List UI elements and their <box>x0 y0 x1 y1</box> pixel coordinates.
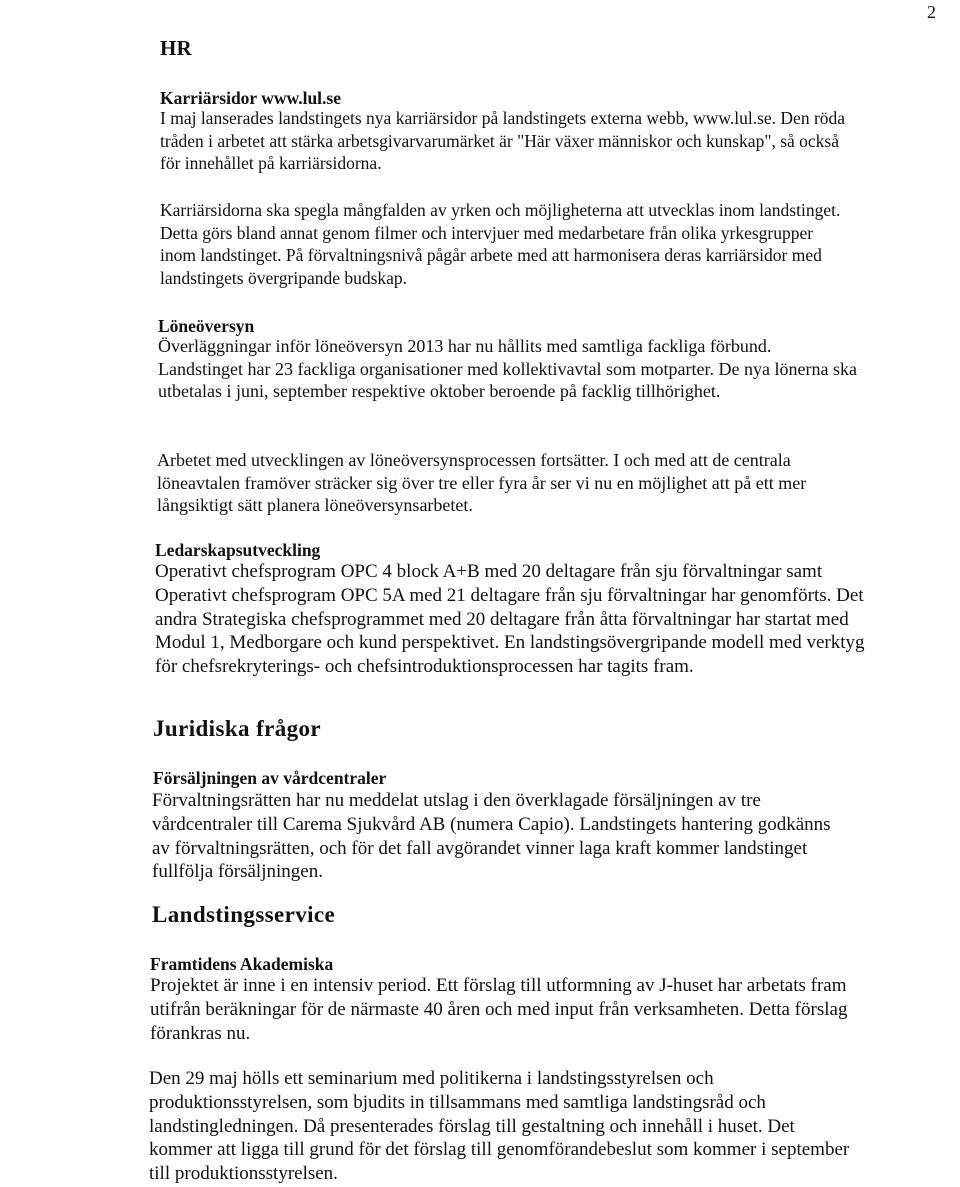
paragraph-akademiska-2: Den 29 maj hölls ett seminarium med politikerna i landstingsstyrelsen och produktionsstyrelsen, som bjudits in tillsammans med samtliga landstingsråd och landstingledningen. Då presenterades förslag till gestaltning och innehåll i huset. Det kommer att ligga till grund för det förslag till genomförandebeslut som kommer i september till produktionsstyrelsen. <box>149 1068 850 1185</box>
subheading-akademiska: Framtidens Akademiska <box>150 954 334 974</box>
paragraph-lone-2: Arbetet med utvecklingen av löneöversynsprocessen fortsätter. I och med att de centrala löneavtalen framöver sträcker sig över tre eller fyra år ser vi nu en möjlighet att på ett mer långsiktigt sätt planera löneöversynsarbetet. <box>157 450 807 515</box>
paragraph-akademiska-1: Projektet är inne i en intensiv period. Ett förslag till utformning av J-huset har arbetats fram utifrån beräkningar för de närmaste 40 åren och med input från verksamheten. Detta förslag förankras nu. <box>150 975 848 1044</box>
section-heading-landstingsservice: Landstingsservice <box>152 902 336 927</box>
subheading-karriarsidor: Karriärsidor www.lul.se <box>160 88 341 108</box>
page-number: 2 <box>927 2 936 22</box>
section-heading-juridiska: Juridiska frågor <box>153 716 322 741</box>
paragraph-forsaljning-1: Förvaltningsrätten har nu meddelat utslag i den överklagade försäljningen av tre vårdcentraler till Carema Sjukvård AB (numera Capio). Landstingets hantering godkänns av förvaltningsrätten, och för det fall avgörandet vinner laga kraft kommer landstinget fullfölja försäljningen. <box>152 790 831 883</box>
paragraph-karriar-2: Karriärsidorna ska spegla mångfalden av yrken och möjligheterna att utvecklas inom landstinget. Detta görs bland annat genom filmer och intervjuer med medarbetare från olika yrkesgrupper inom landstinget. På förvaltningsnivå pågår arbete med att harmonisera deras karriärsidor med landstingets övergripande budskap. <box>160 200 841 288</box>
section-heading-hr: HR <box>160 36 192 60</box>
subheading-forsaljning: Försäljningen av vårdcentraler <box>153 768 387 788</box>
subheading-loneoversyn: Löneöversyn <box>158 316 255 336</box>
paragraph-karriar-1: I maj lanserades landstingets nya karriärsidor på landstingets externa webb, www.lul.se. Den röda tråden i arbetet att stärka arbetsgivarvarumärket är "Här växer människor och kunskap", så också för innehållet på karriärsidorna. <box>160 108 846 173</box>
paragraph-lone-1: Överläggningar inför löneöversyn 2013 har nu hållits med samtliga fackliga förbund. Landstinget har 23 fackliga organisationer med kollektivavtal som motparter. De nya lönerna ska utbetalas i juni, september respektive oktober beroende på facklig tillhörighet. <box>158 336 857 401</box>
subheading-ledarskap: Ledarskapsutveckling <box>155 540 321 560</box>
paragraph-ledarskap-1: Operativt chefsprogram OPC 4 block A+B med 20 deltagare från sju förvaltningar samt Operativt chefsprogram OPC 5A med 21 deltagare från sju förvaltningar har genomförts. Det andra Strategiska chefsprogrammet med 20 deltagare från åtta förvaltningar har startat med Modul 1, Medborgare och kund perspektivet. En landstingsövergripande modell med verktyg för chefsrekryterings- och chefsintroduktionsprocessen har tagits fram. <box>155 561 865 678</box>
